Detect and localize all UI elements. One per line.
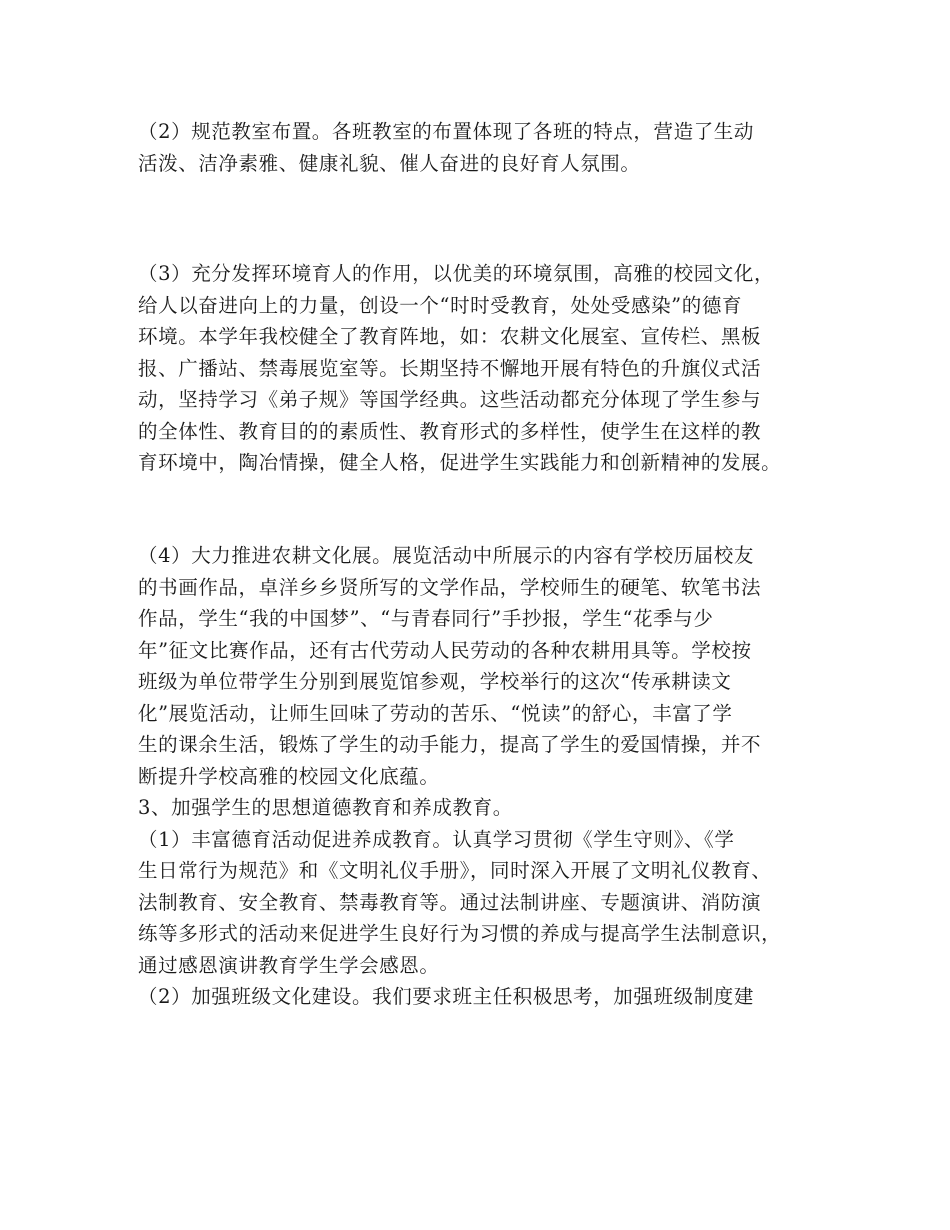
text-line: （4）大力推进农耕文化展。展览活动中所展示的内容有学校历届校友	[138, 544, 755, 567]
paragraph-classroom-layout	[138, 116, 828, 179]
text-line: 报、广播站、禁毒展览室等。长期坚持不懈地开展有特色的升旗仪式活	[138, 356, 762, 380]
text-line: （2）规范教室布置。各班教室的布置体现了各班的特点，营造了生动	[138, 120, 755, 143]
text-line: 作品，学生“我的中国梦”、“与青春同行”手抄报，学生“花季与少	[138, 607, 714, 630]
section-heading: 3、加强学生的思想道德教育和养成教育。	[138, 796, 513, 819]
text-line: （1）丰富德育活动促进养成教育。认真学习贯彻《学生守则》、《学	[138, 827, 735, 851]
text-line: 的书画作品，卓洋乡乡贤所写的文学作品，学校师生的硬笔、软笔书法	[138, 575, 762, 599]
text-line: 通过感恩演讲教育学生学会感恩。	[138, 953, 440, 977]
text-line: 年”征文比赛作品，还有古代劳动人民劳动的各种农耕用具等。学校按	[138, 638, 752, 662]
text-line: 活泼、洁净素雅、健康礼貌、催人奋进的良好育人氛围。	[138, 151, 641, 175]
text-line: 动，坚持学习《弟子规》等国学经典。这些活动都充分体现了学生参与	[138, 388, 762, 411]
text-line: 化”展览活动，让师生回味了劳动的苦乐、“悦读”的舒心，丰富了学	[138, 701, 733, 725]
text-line: 育环境中，陶冶情操，健全人格，促进学生实践能力和创新精神的发展。	[138, 451, 782, 474]
text-line: （3）充分发挥环境育人的作用，以优美的环境氛围，高雅的校园文化，	[138, 262, 775, 285]
text-line: 生的课余生活，锻炼了学生的动手能力，提高了学生的爱国情操，并不	[138, 733, 762, 756]
paragraph-farming-culture-and-moral-education	[138, 540, 828, 1013]
text-line: 生日常行为规范》和《文明礼仪手册》，同时深入开展了文明礼仪教育、	[138, 859, 772, 882]
text-line: 法制教育、安全教育、禁毒教育等。通过法制讲座、专题演讲、消防演	[138, 890, 762, 914]
text-line: 班级为单位带学生分别到展览馆参观，学校举行的这次“传承耕读文	[138, 670, 732, 693]
text-line: （2）加强班级文化建设。我们要求班主任积极思考，加强班级制度建	[138, 985, 755, 1008]
paragraph-environment-education	[138, 258, 828, 479]
text-line: 的全体性、教育目的的素质性、教育形式的多样性，使学生在这样的教	[138, 419, 762, 443]
text-line: 断提升学校高雅的校园文化底蕴。	[138, 764, 440, 788]
text-line: 环境。本学年我校健全了教育阵地，如：农耕文化展室、宣传栏、黑板	[138, 325, 762, 348]
text-line: 练等多形式的活动来促进学生良好行为习惯的养成与提高学生法制意识，	[138, 922, 782, 945]
text-line: 给人以奋进向上的力量，创设一个“时时受教育，处处受感染”的德育	[138, 293, 743, 317]
